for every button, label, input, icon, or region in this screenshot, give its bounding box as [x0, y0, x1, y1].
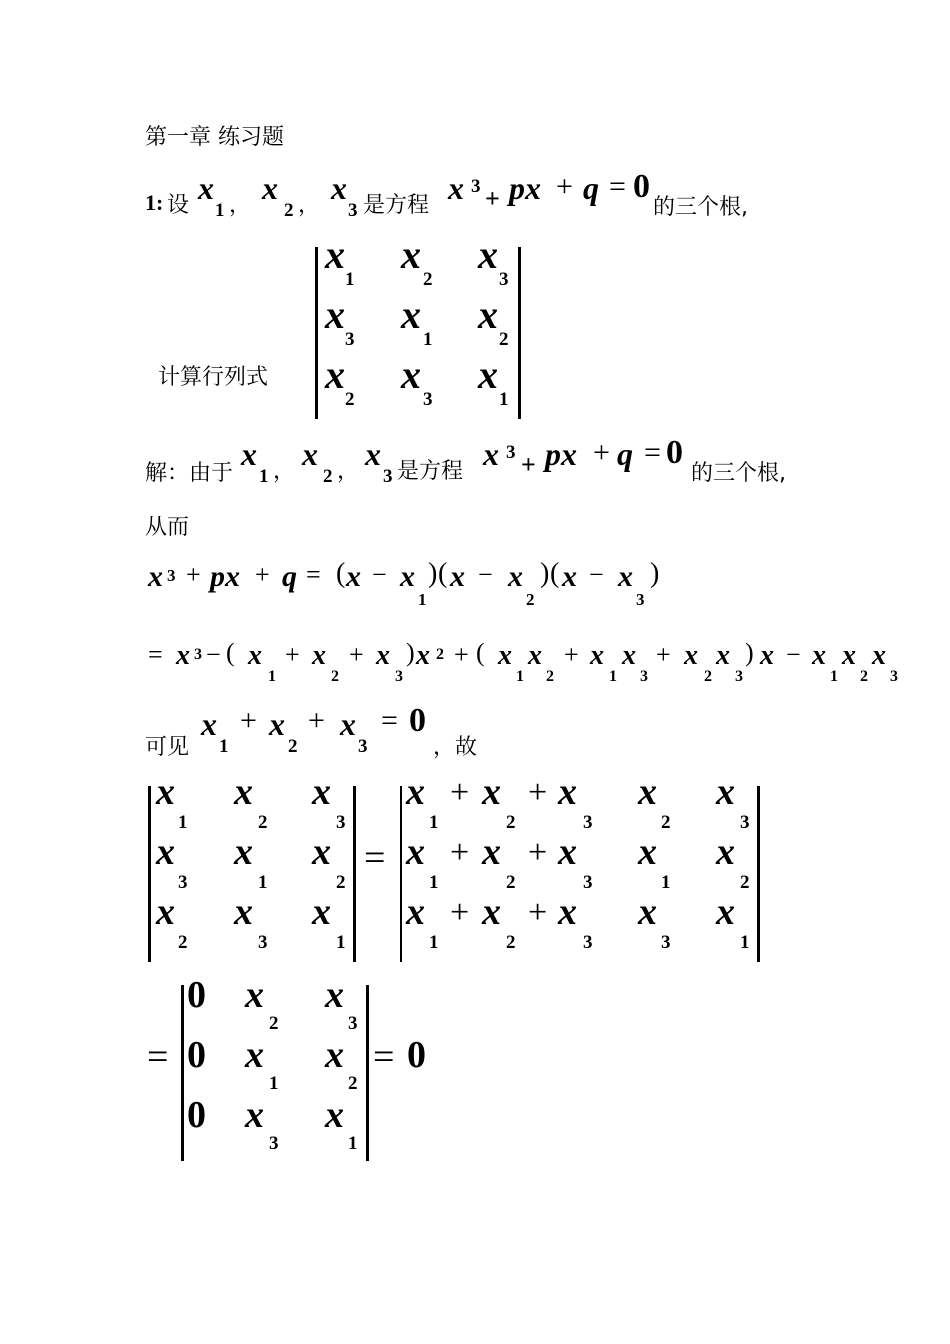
det-right-bar: [366, 985, 369, 1161]
exponent: 2: [436, 646, 444, 663]
plus-sign: +: [349, 640, 364, 669]
plus-sign: +: [255, 560, 270, 589]
var-x: x: [156, 891, 175, 933]
var-x: x: [638, 831, 657, 873]
var-x: x: [365, 436, 381, 472]
var-x: x: [478, 292, 498, 337]
minus-sign: −: [372, 560, 387, 589]
var-x: x: [450, 560, 465, 593]
var-x: x: [562, 560, 577, 593]
left-paren: (: [336, 558, 346, 589]
subscript: 2: [506, 872, 516, 893]
subscript: 2: [269, 1013, 279, 1034]
equals-sign: =: [364, 837, 386, 879]
subscript: 1: [516, 668, 524, 685]
subscript: 2: [546, 668, 554, 685]
var-x: x: [401, 292, 421, 337]
equals-sign: =: [306, 560, 321, 589]
subscript: 1: [219, 736, 229, 757]
subscript: 2: [506, 812, 516, 833]
var-x: x: [448, 170, 464, 206]
var-x: x: [325, 974, 344, 1016]
var-x: x: [325, 1034, 344, 1076]
var-x: x: [234, 891, 253, 933]
subscript: 1: [269, 1073, 279, 1094]
subscript: 2: [178, 932, 188, 953]
var-x: x: [406, 891, 425, 933]
var-x: x: [622, 640, 636, 671]
var-x: x: [346, 560, 361, 593]
subscript: 1: [830, 668, 838, 685]
subscript: 3: [269, 1133, 279, 1154]
subscript: 3: [499, 269, 509, 290]
separator: ，: [229, 193, 252, 218]
var-x: x: [312, 831, 331, 873]
det-right-bar: [353, 786, 356, 962]
subscript: 2: [704, 668, 712, 685]
subscript: 3: [178, 872, 188, 893]
thus-text: 从而: [145, 515, 190, 540]
var-x: x: [508, 560, 523, 593]
three-roots-text: 的三个根,: [691, 461, 786, 486]
left-paren: (: [226, 638, 235, 667]
var-x: x: [558, 831, 577, 873]
separator: ，: [273, 459, 296, 484]
zero: 0: [187, 1094, 206, 1136]
left-paren: (: [438, 558, 448, 589]
plus-sign: +: [450, 894, 470, 931]
det-left-bar: [315, 247, 318, 419]
zero: 0: [409, 702, 426, 739]
zero: 0: [187, 1034, 206, 1076]
var-x: x: [872, 640, 886, 671]
right-paren: ): [406, 638, 415, 667]
var-x: x: [331, 170, 347, 206]
subscript: 2: [284, 200, 294, 221]
term-px: px: [509, 170, 541, 206]
var-q: q: [583, 170, 599, 206]
exponent: 3: [471, 176, 481, 197]
subscript: 2: [661, 812, 671, 833]
plus-sign: +: [528, 834, 548, 871]
subscript: 2: [345, 389, 355, 410]
var-x: x: [400, 560, 415, 593]
subscript: 2: [331, 668, 339, 685]
three-roots-text: 的三个根,: [653, 195, 748, 220]
equals-sign: =: [373, 1036, 395, 1078]
var-x: x: [406, 831, 425, 873]
var-x: x: [325, 1094, 344, 1136]
var-x: x: [325, 232, 345, 277]
plus-sign: +: [528, 894, 548, 931]
subscript: 2: [336, 872, 346, 893]
det-left-bar: [181, 985, 184, 1161]
subscript: 2: [258, 812, 268, 833]
var-x: x: [245, 1094, 264, 1136]
var-x: x: [241, 436, 257, 472]
subscript: 1: [609, 668, 617, 685]
minus-sign: −: [589, 560, 604, 589]
var-x: x: [401, 232, 421, 277]
var-x: x: [340, 706, 356, 742]
plus-sign: +: [308, 704, 325, 737]
plus-sign: +: [454, 640, 469, 669]
plus-sign: +: [186, 560, 201, 589]
det-right-bar: [757, 786, 760, 962]
zero: 0: [666, 434, 683, 471]
var-x: x: [482, 891, 501, 933]
subscript: 3: [583, 872, 593, 893]
var-x: x: [201, 706, 217, 742]
subscript: 1: [429, 812, 439, 833]
exponent: 3: [194, 646, 202, 663]
subscript: 1: [499, 389, 509, 410]
subscript: 3: [345, 329, 355, 350]
subscript: 1: [259, 466, 269, 487]
plus-sign: +: [521, 450, 536, 479]
subscript: 2: [860, 668, 868, 685]
subscript: 3: [258, 932, 268, 953]
term-px: px: [545, 436, 577, 472]
determinant-equality: [148, 771, 788, 965]
var-x: x: [156, 771, 175, 813]
var-x: x: [716, 891, 735, 933]
left-paren: (: [550, 558, 560, 589]
subscript: 3: [423, 389, 433, 410]
var-x: x: [245, 974, 264, 1016]
zero: 0: [187, 974, 206, 1016]
var-x: x: [176, 640, 190, 671]
subscript: 2: [526, 590, 535, 609]
compute-determinant-text: 计算行列式: [158, 365, 269, 390]
subscript: 3: [890, 668, 898, 685]
var-x: x: [590, 640, 604, 671]
subscript: 3: [336, 812, 346, 833]
var-x: x: [716, 831, 735, 873]
var-x: x: [528, 640, 542, 671]
roots-of-text: 是方程: [363, 193, 430, 218]
problem-label: 1:: [145, 190, 164, 215]
var-x: x: [638, 771, 657, 813]
var-x: x: [406, 771, 425, 813]
term-px: px: [210, 560, 240, 593]
var-x: x: [312, 640, 326, 671]
equals-sign: =: [644, 436, 661, 469]
var-x: x: [376, 640, 390, 671]
therefore-text: ，故: [433, 735, 478, 760]
subscript: 3: [636, 590, 645, 609]
var-x: x: [312, 771, 331, 813]
problem-let-text: 设: [167, 193, 190, 218]
visible-text: 可见: [145, 735, 190, 760]
var-x: x: [482, 771, 501, 813]
var-x: x: [482, 831, 501, 873]
subscript: 1: [429, 932, 439, 953]
var-x: x: [498, 640, 512, 671]
subscript: 1: [215, 200, 225, 221]
subscript: 3: [348, 1013, 358, 1034]
var-q: q: [617, 436, 633, 472]
det-left-bar: [148, 786, 151, 962]
final-determinant: [145, 975, 445, 1165]
plus-sign: +: [450, 834, 470, 871]
var-x: x: [312, 891, 331, 933]
subscript: 3: [583, 932, 593, 953]
subscript: 2: [348, 1073, 358, 1094]
separator: ，: [337, 459, 360, 484]
var-x: x: [148, 560, 163, 593]
plus-sign: +: [556, 170, 573, 203]
var-x: x: [684, 640, 698, 671]
var-x: x: [478, 232, 498, 277]
equals-sign: =: [381, 704, 398, 737]
plus-sign: +: [240, 704, 257, 737]
var-x: x: [842, 640, 856, 671]
var-x: x: [716, 771, 735, 813]
subscript: 1: [178, 812, 188, 833]
right-paren: ): [650, 558, 660, 589]
plus-sign: +: [564, 640, 579, 669]
subscript: 1: [740, 932, 750, 953]
subscript: 3: [640, 668, 648, 685]
var-q: q: [282, 560, 297, 593]
var-x: x: [156, 831, 175, 873]
subscript: 2: [499, 329, 509, 350]
var-x: x: [234, 771, 253, 813]
subscript: 1: [418, 590, 427, 609]
equals-sign: =: [148, 640, 163, 669]
det-right-bar: [518, 247, 521, 419]
subscript: 1: [429, 872, 439, 893]
subscript: 3: [358, 736, 368, 757]
subscript: 1: [258, 872, 268, 893]
var-x: x: [483, 436, 499, 472]
minus-sign: −: [478, 560, 493, 589]
plus-sign: +: [593, 436, 610, 469]
subscript: 1: [423, 329, 433, 350]
subscript: 3: [735, 668, 743, 685]
subscript: 2: [323, 466, 333, 487]
subscript: 3: [740, 812, 750, 833]
left-paren: (: [476, 638, 485, 667]
plus-sign: +: [656, 640, 671, 669]
factorization-equation: [148, 560, 708, 610]
var-x: x: [245, 1034, 264, 1076]
zero: 0: [407, 1034, 426, 1076]
minus-sign: −: [206, 640, 221, 669]
right-paren: ): [540, 558, 550, 589]
minus-sign: −: [786, 640, 801, 669]
determinant-problem: [315, 232, 525, 420]
var-x: x: [478, 352, 498, 397]
var-x: x: [401, 352, 421, 397]
subscript: 1: [345, 269, 355, 290]
var-x: x: [269, 706, 285, 742]
var-x: x: [416, 640, 430, 671]
var-x: x: [716, 640, 730, 671]
subscript: 2: [288, 736, 298, 757]
var-x: x: [618, 560, 633, 593]
plus-sign: +: [528, 774, 548, 811]
subscript: 3: [661, 932, 671, 953]
var-x: x: [558, 771, 577, 813]
subscript: 2: [740, 872, 750, 893]
plus-sign: +: [285, 640, 300, 669]
plus-sign: +: [485, 184, 500, 213]
separator: ，: [298, 193, 321, 218]
subscript: 3: [583, 812, 593, 833]
subscript: 3: [395, 668, 403, 685]
var-x: x: [812, 640, 826, 671]
var-x: x: [558, 891, 577, 933]
plus-sign: +: [450, 774, 470, 811]
var-x: x: [234, 831, 253, 873]
problem-statement: [145, 168, 845, 222]
subscript: 1: [348, 1133, 358, 1154]
subscript: 1: [268, 668, 276, 685]
expanded-equation: [148, 640, 908, 690]
solution-label: 解：由于: [145, 461, 234, 486]
subscript: 3: [383, 466, 393, 487]
equals-sign: =: [147, 1036, 169, 1078]
chapter-heading: 第一章 练习题: [145, 125, 284, 150]
var-x: x: [325, 292, 345, 337]
var-x: x: [302, 436, 318, 472]
var-x: x: [638, 891, 657, 933]
det-left-bar: [400, 786, 402, 962]
equals-sign: =: [609, 170, 626, 203]
sum-of-roots: [145, 700, 545, 760]
exponent: 3: [167, 566, 176, 585]
subscript: 1: [661, 872, 671, 893]
roots-of-text: 是方程: [397, 459, 464, 484]
var-x: x: [262, 170, 278, 206]
right-paren: ): [745, 638, 754, 667]
subscript: 1: [336, 932, 346, 953]
subscript: 2: [423, 269, 433, 290]
solution-statement: [145, 434, 845, 490]
right-paren: ): [428, 558, 438, 589]
subscript: 2: [506, 932, 516, 953]
exponent: 3: [506, 442, 516, 463]
zero: 0: [633, 168, 650, 205]
var-x: x: [198, 170, 214, 206]
var-x: x: [760, 640, 774, 671]
subscript: 3: [348, 200, 358, 221]
var-x: x: [248, 640, 262, 671]
var-x: x: [325, 352, 345, 397]
